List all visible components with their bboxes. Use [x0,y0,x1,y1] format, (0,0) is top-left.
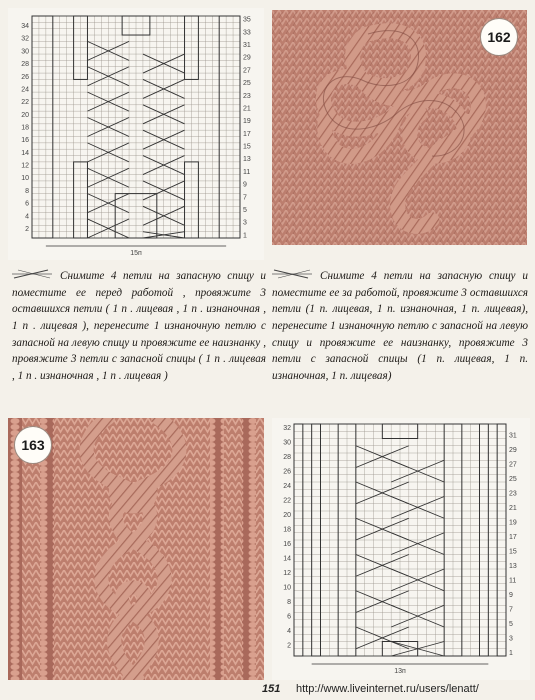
row-number-left: 26 [21,73,29,81]
pattern-163-instruction-text: Снимите 4 петли на запасную спицу и поместите ее за работой, провяжите 3 оставшихся петли (1 п. лицевая, 1 п. изнаночная, 1 п. лицевая), перенесите 1 изнаночную петлю с запасной на левую спицу и провяжите ее наизнанку, провяжите 3 петли с запасной спицы (1 п. лицевая, 1 п. изнаночная, 1 п. лицевая) [272,270,528,382]
row-number-left: 12 [21,162,29,170]
row-number-right: 29 [243,54,251,62]
photo-pattern-162 [272,10,527,245]
row-number-left: 4 [25,213,29,221]
grid-lines [32,16,240,238]
row-number-right: 9 [509,591,513,599]
row-number-right: 5 [243,206,247,214]
photo-pattern-163 [8,418,264,680]
row-number-right: 27 [243,67,251,75]
pattern-162-instruction-text: Снимите 4 петли на запасную спицу и поместите ее перед работой , провяжите 3 оставшихся петли ( 1 п . лицевая , 1 п . изнаночная , 1 п . лицевая ), перенесите 1 изнаночную петлю с запасной на левую спицу и провяжите ее наизнанку , провяжите 3 петли с запасной спицы ( 1 п . лицевая , 1 п . изнаночная , 1 п . лицевая ) [12,270,266,382]
chart-pattern-162 [8,8,264,260]
row-number-left: 26 [283,468,291,476]
row-number-right: 7 [243,194,247,202]
row-number-left: 32 [21,35,29,43]
row-number-right: 21 [509,504,517,512]
row-number-right: 23 [243,92,251,100]
chart-162-grid [8,8,264,260]
row-number-left: 28 [283,454,291,462]
row-number-right: 3 [509,635,513,643]
row-number-left: 22 [21,99,29,107]
row-number-left: 12 [283,570,291,578]
row-number-left: 18 [21,124,29,132]
row-number-right: 1 [243,232,247,240]
chart-163-grid [272,418,530,680]
pattern-163-number-badge: 163 [14,426,52,464]
row-number-left: 18 [283,526,291,534]
row-number-left: 30 [283,439,291,447]
row-number-right: 29 [509,446,517,454]
stitch-count-label: 13п [394,668,406,675]
row-number-right: 31 [509,432,517,440]
pattern-162-number-badge: 162 [480,18,518,56]
row-number-right: 33 [243,29,251,37]
row-number-right: 17 [509,533,517,541]
row-number-left: 32 [283,425,291,433]
row-number-right: 19 [509,519,517,527]
stitch-count-label: 15п [130,250,142,257]
row-number-right: 13 [509,562,517,570]
row-number-right: 23 [509,490,517,498]
row-number-left: 16 [283,541,291,549]
pattern-162-instruction [12,268,266,384]
row-number-right: 25 [243,80,251,88]
row-number-right: 17 [243,130,251,138]
row-number-right: 15 [243,143,251,151]
row-number-right: 31 [243,42,251,50]
row-number-left: 24 [283,483,291,491]
grid-lines [294,424,506,656]
row-number-left: 6 [25,200,29,208]
row-number-left: 14 [21,149,29,157]
row-number-left: 4 [287,628,291,636]
row-number-left: 20 [283,512,291,520]
row-number-right: 19 [243,118,251,126]
row-number-right: 9 [243,181,247,189]
row-number-left: 10 [283,584,291,592]
page-number: 151 [262,683,281,695]
row-number-left: 2 [287,642,291,650]
cable-symbol-icon [12,268,52,285]
row-number-left: 2 [25,225,29,233]
row-number-left: 34 [21,23,29,31]
row-number-right: 15 [509,548,517,556]
row-number-left: 6 [287,613,291,621]
row-number-right: 13 [243,156,251,164]
row-number-left: 28 [21,61,29,69]
page-footer [0,681,535,700]
row-number-right: 5 [509,620,513,628]
row-number-right: 27 [509,461,517,469]
row-number-left: 24 [21,86,29,94]
row-number-right: 25 [509,475,517,483]
row-number-left: 20 [21,111,29,119]
row-number-left: 14 [283,555,291,563]
row-number-left: 30 [21,48,29,56]
chart-pattern-163 [272,418,530,680]
pattern-163-instruction [272,268,528,384]
source-url: http://www.liveinternet.ru/users/lenatt/ [296,683,479,695]
row-number-left: 8 [287,599,291,607]
row-number-right: 11 [243,168,251,176]
row-number-left: 10 [21,175,29,183]
row-number-right: 3 [243,219,247,227]
row-number-right: 21 [243,105,251,113]
row-number-right: 35 [243,16,251,24]
row-number-right: 7 [509,606,513,614]
cable-symbol-icon [272,268,312,285]
row-number-left: 8 [25,187,29,195]
row-number-right: 11 [509,577,517,585]
row-number-left: 16 [21,137,29,145]
row-number-left: 22 [283,497,291,505]
row-number-right: 1 [509,649,513,657]
